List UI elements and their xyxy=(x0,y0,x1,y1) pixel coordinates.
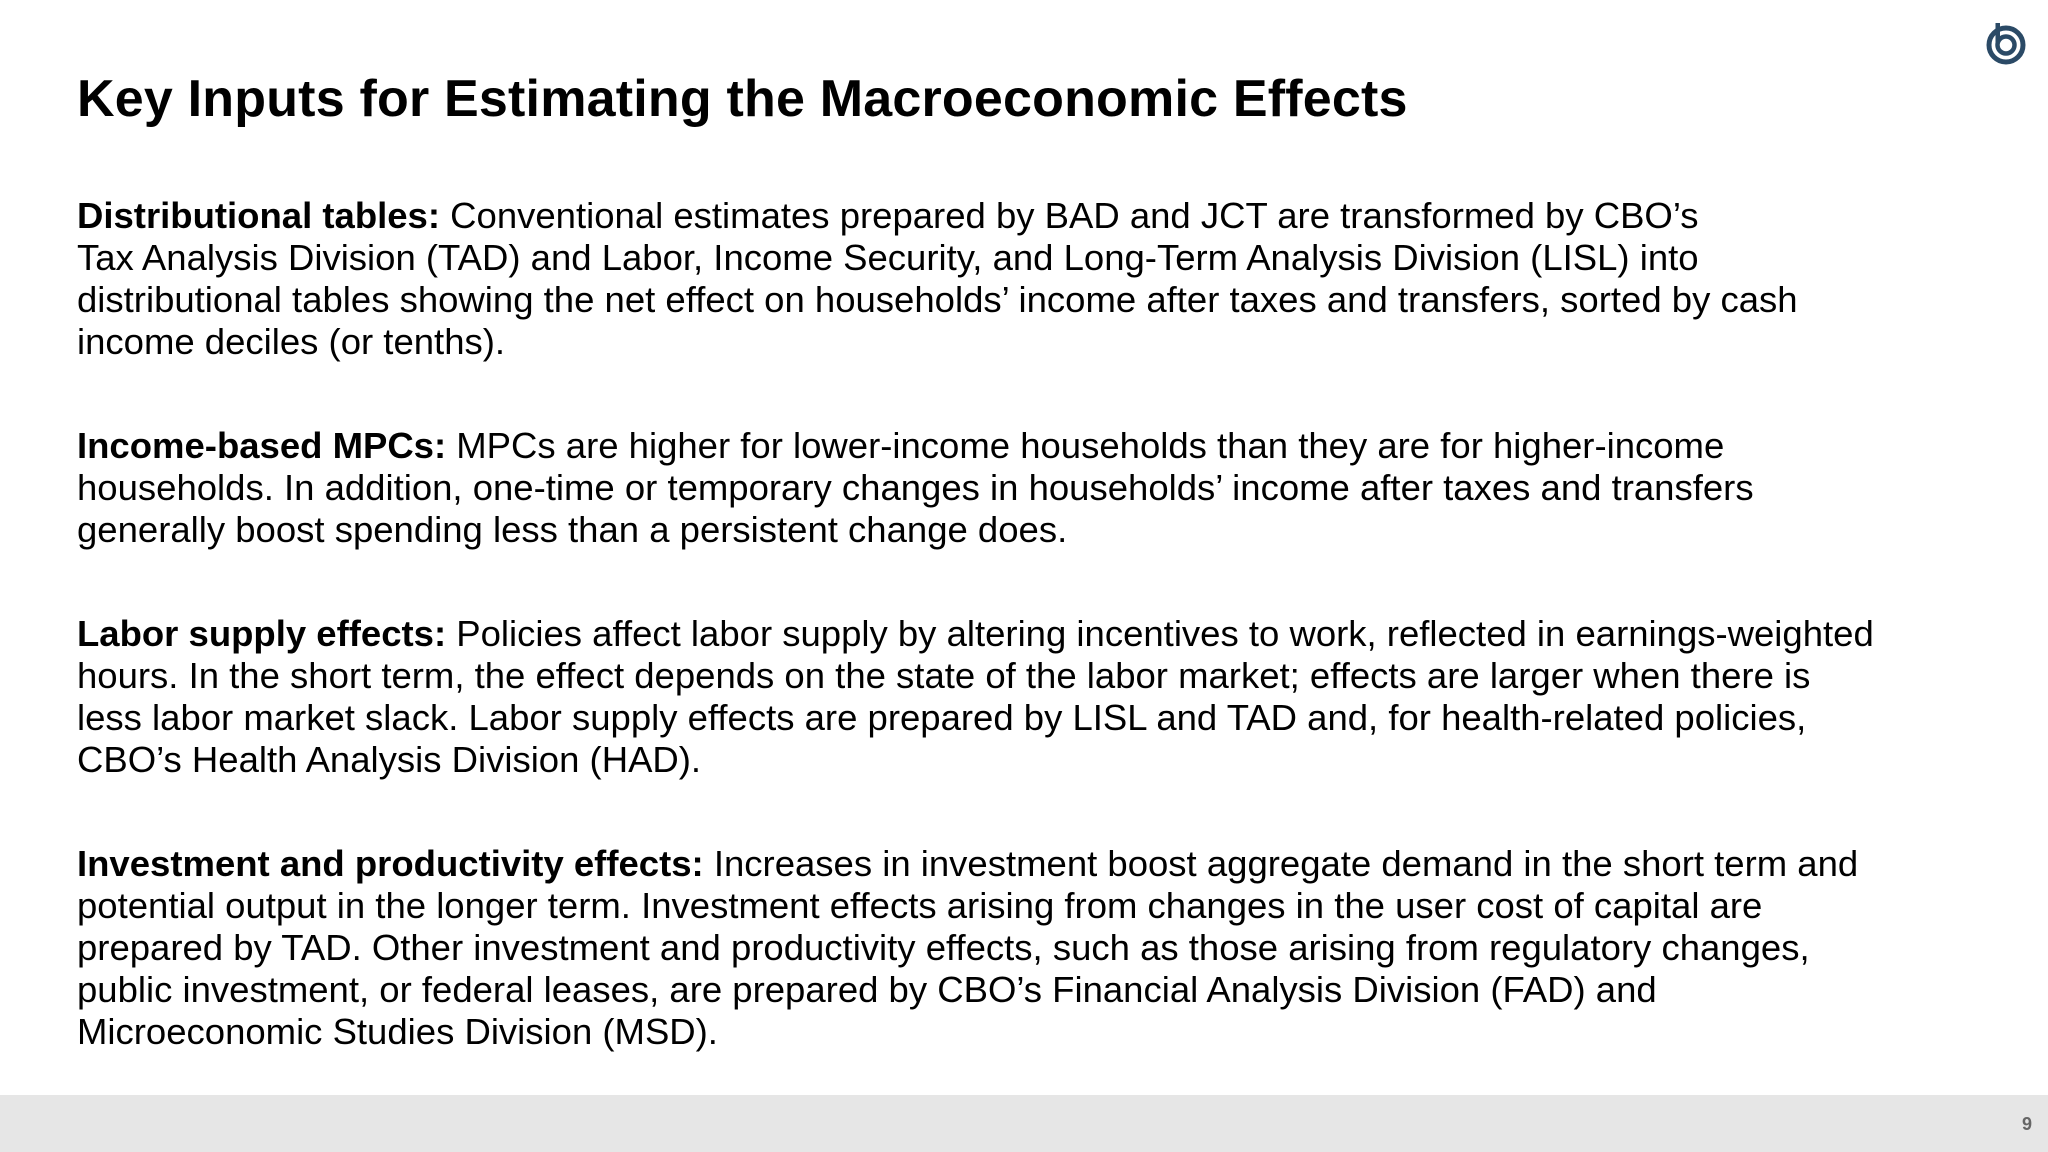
paragraph-text: income deciles (or tenths). xyxy=(77,321,506,362)
paragraph-text: less labor market slack. Labor supply effects are prepared by LISL and TAD and, for health-related policies, xyxy=(77,697,1807,738)
page-title: Key Inputs for Estimating the Macroeconomic Effects xyxy=(77,70,1408,128)
footer-bar xyxy=(0,1095,2048,1152)
paragraph-text: prepared by TAD. Other investment and productivity effects, such as those arising from regulatory changes, xyxy=(77,927,1810,968)
paragraph-text: CBO’s Health Analysis Division (HAD). xyxy=(77,739,702,780)
paragraph-labor-supply-effects xyxy=(77,613,1977,781)
paragraph-text: hours. In the short term, the effect depends on the state of the labor market; effects are larger when there is xyxy=(77,655,1811,696)
paragraph-text: households. In addition, one-time or temporary changes in households’ income after taxes and transfers xyxy=(77,467,1754,508)
paragraph-income-based-mpcs xyxy=(77,425,1977,551)
paragraph-text: public investment, or federal leases, are prepared by CBO’s Financial Analysis Division (FAD) and xyxy=(77,969,1657,1010)
paragraph-text: Tax Analysis Division (TAD) and Labor, Income Security, and Long-Term Analysis Division (LISL) into xyxy=(77,237,1699,278)
cbo-logo-icon xyxy=(1984,21,2028,65)
paragraph-text: MPCs are higher for lower-income households than they are for higher-income xyxy=(446,425,1725,466)
paragraph-heading: Labor supply effects: xyxy=(77,613,447,654)
paragraph-text: Increases in investment boost aggregate demand in the short term and xyxy=(703,843,1859,884)
paragraph-text: Policies affect labor supply by altering incentives to work, reflected in earnings-weighted xyxy=(446,613,1874,654)
page-number: 9 xyxy=(2021,1114,2032,1134)
paragraph-text: Microeconomic Studies Division (MSD). xyxy=(77,1011,718,1052)
slide-content xyxy=(77,195,1977,1053)
paragraph-distributional-tables xyxy=(77,195,1977,363)
paragraph-investment-productivity-effects xyxy=(77,843,1977,1053)
paragraph-text: potential output in the longer term. Investment effects arising from changes in the user cost of capital are xyxy=(77,885,1763,926)
paragraph-heading: Income-based MPCs: xyxy=(77,425,447,466)
paragraph-text: generally boost spending less than a persistent change does. xyxy=(77,509,1068,550)
paragraph-text: distributional tables showing the net effect on households’ income after taxes and transfers, sorted by cash xyxy=(77,279,1798,320)
paragraph-text: Conventional estimates prepared by BAD and JCT are transformed by CBO’s xyxy=(440,195,1699,236)
paragraph-heading: Distributional tables: xyxy=(77,195,441,236)
paragraph-heading: Investment and productivity effects: xyxy=(77,843,704,884)
